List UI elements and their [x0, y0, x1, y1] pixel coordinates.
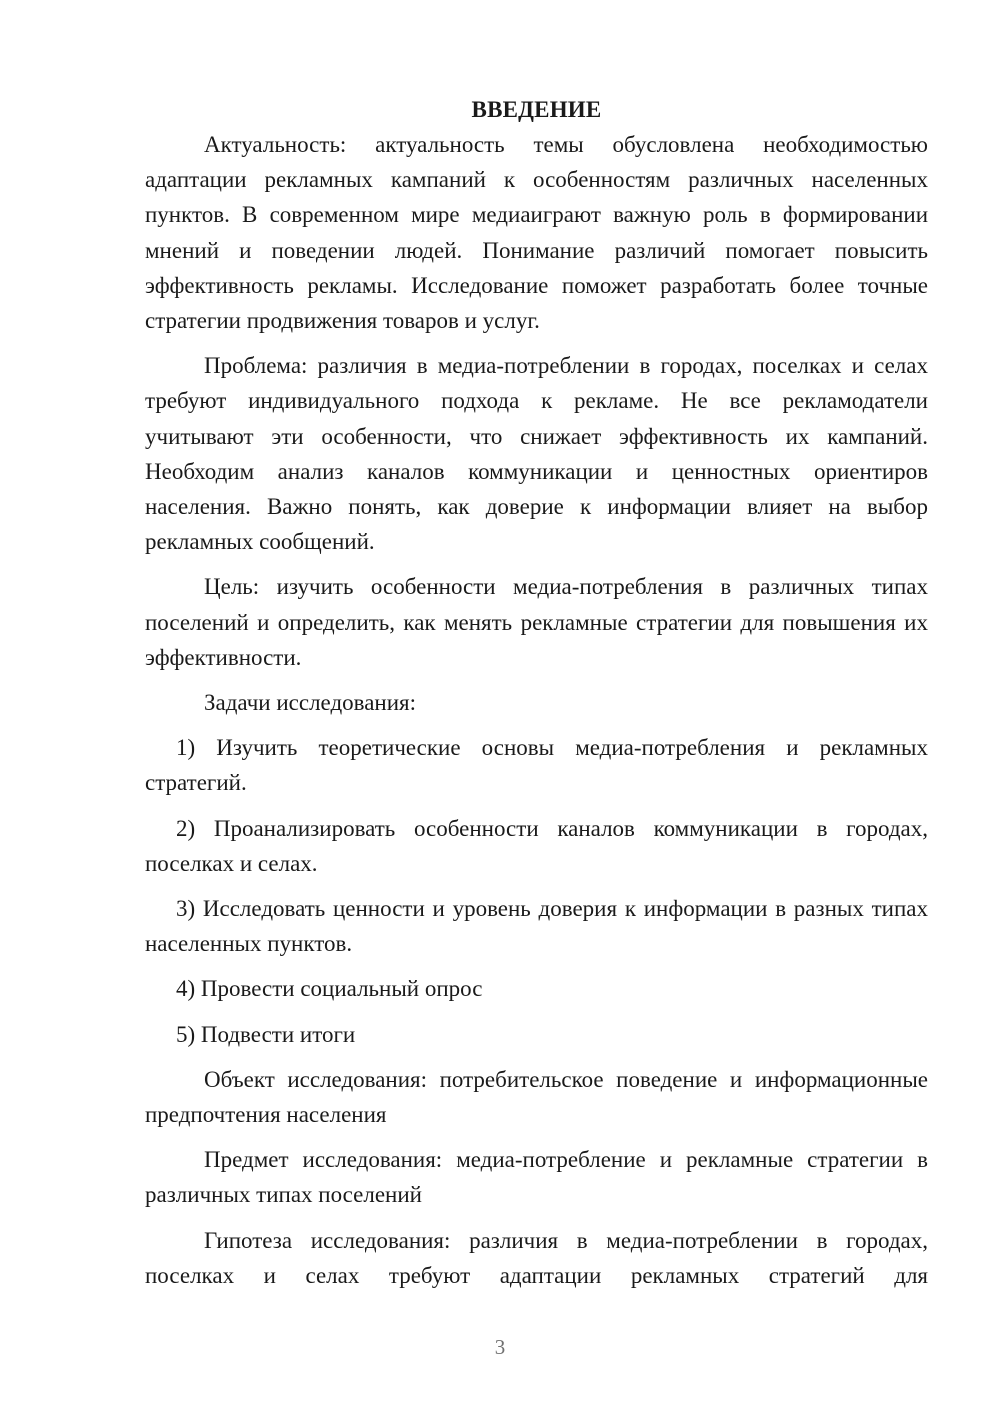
- research-object-paragraph: Объект исследования: потребительское поведение и информационные предпочтения населения: [145, 1066, 928, 1128]
- tasks-heading: Задачи исследования:: [204, 690, 417, 716]
- research-subject-paragraph: Предмет исследования: медиа-потребление и рекламные стратегии в различных типах поселений: [145, 1147, 928, 1208]
- task-item-5: 5) Подвести итоги: [176, 1021, 356, 1047]
- problem-paragraph: Проблема: различия в медиа-потреблении в городах, поселках и селах требуют индивидуального подхода к рекламе. Не все рекламодатели учитывают эти особенности, что снижает эффективность их кампаний. Необходим анализ каналов коммуникации и ценностных ориентиров населения. Важно понять, как доверие к информации влияет на выбор рекламных сообщений.: [145, 353, 928, 555]
- task-item-1: 1) Изучить теоретические основы медиа-потребления и рекламных стратегий.: [145, 735, 928, 796]
- task-item-2: 2) Проанализировать особенности каналов коммуникации в городах, поселках и селах.: [145, 815, 928, 876]
- task-item-3: 3) Исследовать ценности и уровень доверия к информации в разных типах населенных пунктов.: [145, 896, 928, 957]
- goal-paragraph: Цель: изучить особенности медиа-потребления в различных типах поселений и определить, как менять рекламные стратегии для повышения их эффективности.: [145, 574, 928, 670]
- document-body: [145, 92, 928, 1293]
- page-number: 3: [494, 1335, 506, 1359]
- relevance-paragraph: Актуальность: актуальность темы обусловлена необходимостью адаптации рекламных кампаний к особенностям различных населенных пунктов. В современном мире медиаиграют важную роль в формировании мнений и поведении людей. Понимание различий помогает повысить эффективность рекламы. Исследование поможет разработать более точные стратегии продвижения товаров и услуг.: [145, 132, 928, 334]
- section-heading: ВВЕДЕНИЕ: [471, 97, 602, 122]
- hypothesis-paragraph: Гипотеза исследования: различия в медиа-потреблении в городах, поселках и селах требуют адаптации рекламных стратегий для: [145, 1227, 928, 1288]
- task-item-4: 4) Провести социальный опрос: [176, 976, 483, 1002]
